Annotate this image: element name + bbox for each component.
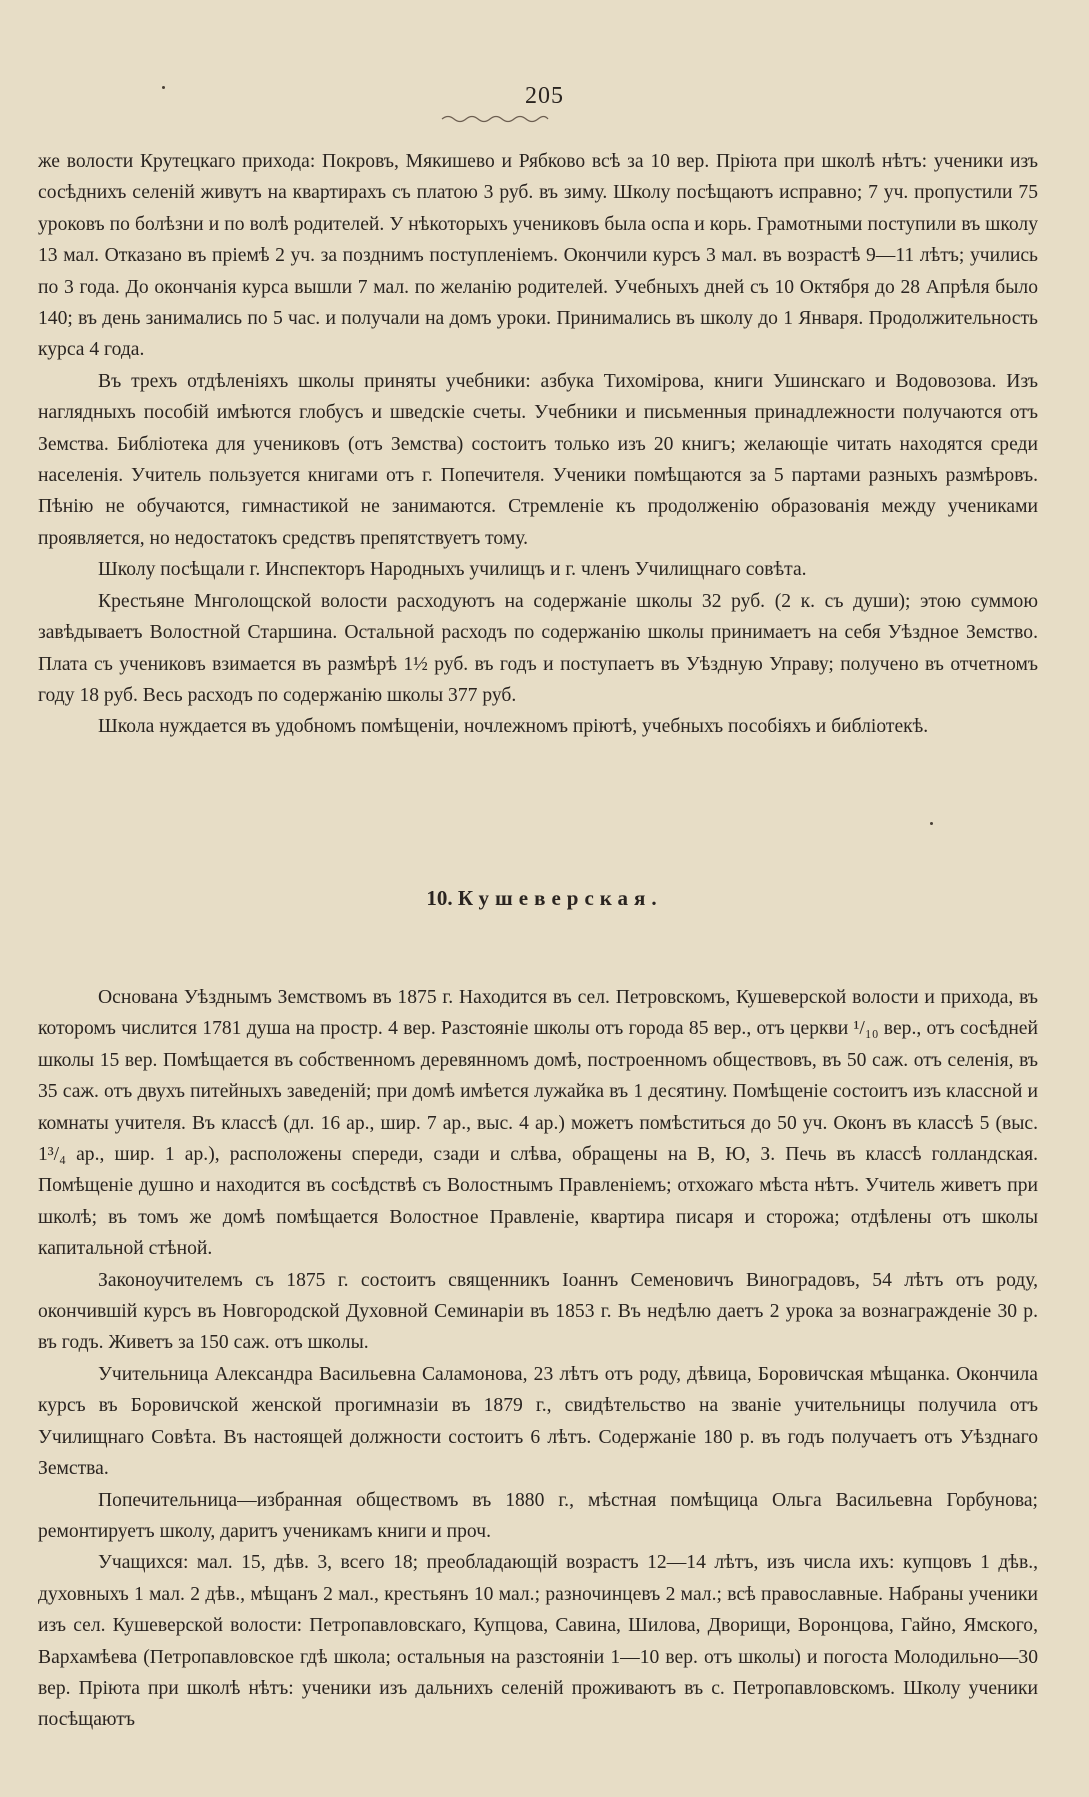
section-heading <box>0 886 1089 911</box>
school-report-continued <box>38 146 1038 743</box>
paragraph: Основана Уѣзднымъ Земствомъ въ 1875 г. Находится въ сел. Петровскомъ, Кушеверской волости и прихода, въ которомъ числится 1781 душа на простр. 4 вер. Разстояніе школы отъ города 85 вер., отъ церкви ¹/₁₀ вер., отъ сосѣдней школы 15 вер. Помѣщается въ собственномъ деревянномъ домѣ, построенномъ обществовъ, въ 50 саж. отъ селенія, въ 35 саж. отъ двухъ питейныхъ заведеній; при домѣ имѣется лужайка въ 1 десятину. Помѣщеніе состоитъ изъ классной и комнаты учителя. Въ классѣ (дл. 16 ар., шир. 7 ар., выс. 4 ар.) можетъ помѣститься до 50 уч. Оконъ въ классѣ 5 (выс. 1³/₄ ар., шир. 1 ар.), расположены спереди, сзади и слѣва, обращены на В, Ю, З. Печь въ классѣ голландская. Помѣщеніе душно и находится въ сосѣдствѣ съ Волостнымъ Правленіемъ; отхожаго мѣста нѣтъ. Учитель живетъ при школѣ; въ томъ же домѣ помѣщается Волостное Правленіе, квартира писаря и сторожа; отдѣлены отъ школы капитальной стѣной. <box>38 987 1038 1260</box>
section-number: 10. <box>426 886 453 910</box>
paragraph: Попечительница—избранная обществомъ въ 1880 г., мѣстная помѣщица Ольга Васильевна Горбунова; ремонтируетъ школу, даритъ ученикамъ книги и проч. <box>38 1489 1038 1542</box>
paragraph: Учащихся: мал. 15, дѣв. 3, всего 18; преобладающій возрастъ 12—14 лѣтъ, изъ числа ихъ: купцовъ 1 дѣв., духовныхъ 1 мал. 2 дѣв., мѣщанъ 2 мал., крестьянъ 10 мал.; разночинцевъ 2 мал.; всѣ православные. Набраны ученики изъ сел. Кушеверской волости: Петропавловскаго, Купцова, Савина, Шилова, Дворищи, Воронцова, Гайно, Ямского, Вархамѣева (Петропавловское гдѣ школа; остальныя на разстояніи 1—10 вер. отъ школы) и погоста Молодильно—30 вер. Пріюта при школѣ нѣтъ: ученики изъ дальнихъ селеній проживаютъ въ с. Петропавловскомъ. Школу ученики посѣщаютъ <box>38 1552 1038 1731</box>
paragraph: Школу посѣщали г. Инспекторъ Народныхъ училищъ и г. членъ Училищнаго совѣта. <box>98 559 807 581</box>
paragraph: Законоучителемъ съ 1875 г. состоитъ священникъ Іоаннъ Семеновичъ Виноградовъ, 54 лѣтъ отъ роду, окончившій курсъ въ Новгородской Духовной Семинаріи въ 1853 г. Въ недѣлю даетъ 2 урока за вознагражденіе 30 р. въ годъ. Живетъ за 150 саж. отъ школы. <box>38 1269 1038 1354</box>
paragraph: Въ трехъ отдѣленіяхъ школы приняты учебники: азбука Тихомірова, книги Ушинскаго и Водовозова. Изъ наглядныхъ пособій имѣются глобусъ и шведскіе счеты. Учебники и письменныя принадлежности получаются отъ Земства. Библіотека для учениковъ (отъ Земства) состоитъ только изъ 20 книгъ; желающіе читать находятся среди населенія. Учитель пользуется книгами отъ г. Попечителя. Ученики помѣщаются за 5 партами разныхъ размѣровъ. Пѣнію не обучаются, гимнастикой не занимаются. Стремленіе къ продолженію образованія между учениками проявляется, но недостатокъ средствъ препятствуетъ тому. <box>38 370 1038 549</box>
paper-speck <box>162 86 165 89</box>
paragraph: Школа нуждается въ удобномъ помѣщеніи, ночлежномъ пріютѣ, учебныхъ пособіяхъ и библіотекѣ. <box>98 716 929 738</box>
page-number-ornament <box>440 113 550 123</box>
section-title: Кушеверская. <box>457 886 663 910</box>
page-number: 205 <box>525 83 564 109</box>
paragraph: же волости Крутецкаго прихода: Покровъ, Мякишево и Рябково всѣ за 10 вер. Пріюта при школѣ нѣтъ: ученики изъ сосѣднихъ селеній живутъ на квартирахъ съ платою 3 руб. въ зиму. Школу посѣщаютъ исправно; 7 уч. пропустили 75 уроковъ по болѣзни и по волѣ родителей. У нѣкоторыхъ учениковъ была оспа и корь. Грамотными поступили въ школу 13 мал. Отказано въ пріемѣ 2 уч. за позднимъ поступленіемъ. Окончили курсъ 3 мал. въ возрастѣ 9—11 лѣтъ; учились по 3 года. До окончанія курса вышли 7 мал. по желанію родителей. Учебныхъ дней съ 10 Октября до 28 Апрѣля было 140; въ день занимались по 5 час. и получали на домъ уроки. Принимались въ школу до 1 Января. Продолжительность курса 4 года. <box>38 151 1038 361</box>
paper-speck <box>930 822 933 825</box>
paragraph: Крестьяне Мнголощской волости расходуютъ на содержаніе школы 32 руб. (2 к. съ души); этою суммою завѣдываетъ Волостной Старшина. Остальной расходъ по содержанію школы принимаетъ на себя Уѣздное Земство. Плата съ учениковъ взимается въ размѣрѣ 1½ руб. въ годъ и поступаетъ въ Уѣздную Управу; получено въ отчетномъ году 18 руб. Весь расходъ по содержанію школы 377 руб. <box>38 590 1038 706</box>
school-report-kushevera <box>38 982 1038 1736</box>
paragraph: Учительница Александра Васильевна Саламонова, 23 лѣтъ отъ роду, дѣвица, Боровичская мѣщанка. Окончила курсъ въ Боровичской женской прогимназіи въ 1879 г., свидѣтельство на званіе учительницы получила отъ Училищнаго Совѣта. Въ настоящей должности состоитъ 6 лѣтъ. Содержаніе 180 р. въ годъ получаетъ отъ Уѣзднаго Земства. <box>38 1363 1038 1480</box>
